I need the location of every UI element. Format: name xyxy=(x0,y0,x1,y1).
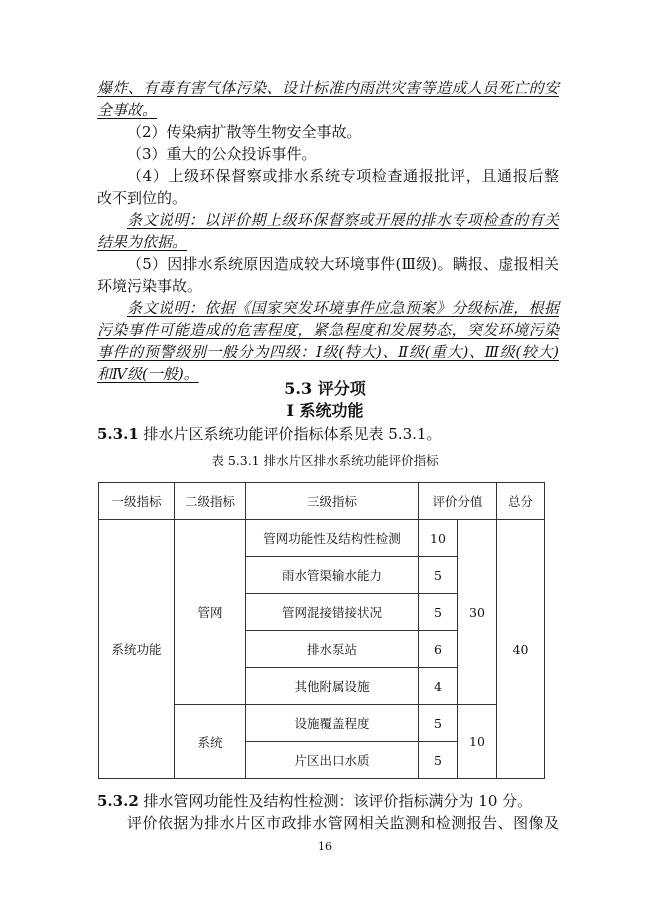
clause-5-3-2 xyxy=(97,791,559,811)
item-2: （2）传染病扩散等生物安全事故。 xyxy=(127,123,362,141)
note-continued-line-2: 全事故。 xyxy=(97,101,158,119)
score-cell: 5 xyxy=(419,705,458,742)
header-score: 评价分值 xyxy=(419,483,497,520)
score-cell: 5 xyxy=(419,742,458,779)
subtotal-cell: 30 xyxy=(458,520,497,705)
level3-cell: 雨水管渠输水能力 xyxy=(246,557,419,594)
subsection-heading: I 系统功能 xyxy=(286,401,364,420)
score-cell: 5 xyxy=(419,594,458,631)
clause-text: 排水片区系统功能评价指标体系见表 5.3.1。 xyxy=(138,425,442,443)
header-level2: 二级指标 xyxy=(175,483,246,520)
section-heading: 5.3 评分项 xyxy=(284,379,366,398)
clause-5-3-1 xyxy=(97,424,559,444)
paragraph-last-line: 评价依据为排水片区市政排水管网相关监测和检测报告、图像及 xyxy=(127,814,559,832)
level3-cell: 排水泵站 xyxy=(246,631,419,668)
table-header-row xyxy=(99,483,545,520)
level3-cell: 管网混接错接状况 xyxy=(246,594,419,631)
level3-cell: 管网功能性及结构性检测 xyxy=(246,520,419,557)
header-level3: 三级指标 xyxy=(246,483,419,520)
score-cell: 10 xyxy=(419,520,458,557)
level2-cell: 管网 xyxy=(175,520,246,705)
clause-number: 5.3.2 xyxy=(97,792,139,810)
item-5-line-2: 环境污染事故。 xyxy=(97,277,203,295)
score-cell: 4 xyxy=(419,668,458,705)
table-row xyxy=(99,520,545,557)
level2-cell: 系统 xyxy=(175,705,246,779)
evaluation-table xyxy=(98,482,545,779)
page-number: 16 xyxy=(318,840,332,853)
level3-cell: 设施覆盖程度 xyxy=(246,705,419,742)
total-cell: 40 xyxy=(497,520,545,779)
clause-number: 5.3.1 xyxy=(97,425,139,443)
score-cell: 6 xyxy=(419,631,458,668)
note-continued-line-1: 爆炸、有毒有害气体污染、设计标准内雨洪灾害等造成人员死亡的安 xyxy=(97,79,559,97)
header-total: 总分 xyxy=(497,483,545,520)
level3-cell: 片区出口水质 xyxy=(246,742,419,779)
note-2-line-1: 条文说明：依据《国家突发环境事件应急预案》分级标准，根据 xyxy=(127,299,559,317)
item-4-line-2: 改不到位的。 xyxy=(97,189,188,207)
note-1-line-2: 结果为依据。 xyxy=(97,233,188,251)
level3-cell: 其他附属设施 xyxy=(246,668,419,705)
level1-cell: 系统功能 xyxy=(99,520,175,779)
table-caption: 表 5.3.1 排水片区排水系统功能评价指标 xyxy=(211,453,439,468)
note-2-line-2: 污染事件可能造成的危害程度，紧急程度和发展势态，突发环境污染 xyxy=(97,321,559,339)
score-cell: 5 xyxy=(419,557,458,594)
clause-text: 排水管网功能性及结构性检测：该评价指标满分为 10 分。 xyxy=(138,792,533,810)
item-5-line-1: （5）因排水系统原因造成较大环境事件(Ⅲ级)。瞒报、虚报相关 xyxy=(127,255,559,273)
header-level1: 一级指标 xyxy=(99,483,175,520)
note-1-line-1: 条文说明：以评价期上级环保督察或开展的排水专项检查的有关 xyxy=(127,211,559,229)
subtotal-cell: 10 xyxy=(458,705,497,779)
item-4-line-1: （4）上级环保督察或排水系统专项检查通报批评，且通报后整 xyxy=(127,167,559,185)
item-3: （3）重大的公众投诉事件。 xyxy=(127,145,317,163)
note-2-line-3: 事件的预警级别一般分为四级：Ⅰ级(特大)、Ⅱ级(重大)、Ⅲ级(较大) xyxy=(97,343,559,361)
note-2-line-4: 和Ⅳ级(一般)。 xyxy=(97,365,199,383)
